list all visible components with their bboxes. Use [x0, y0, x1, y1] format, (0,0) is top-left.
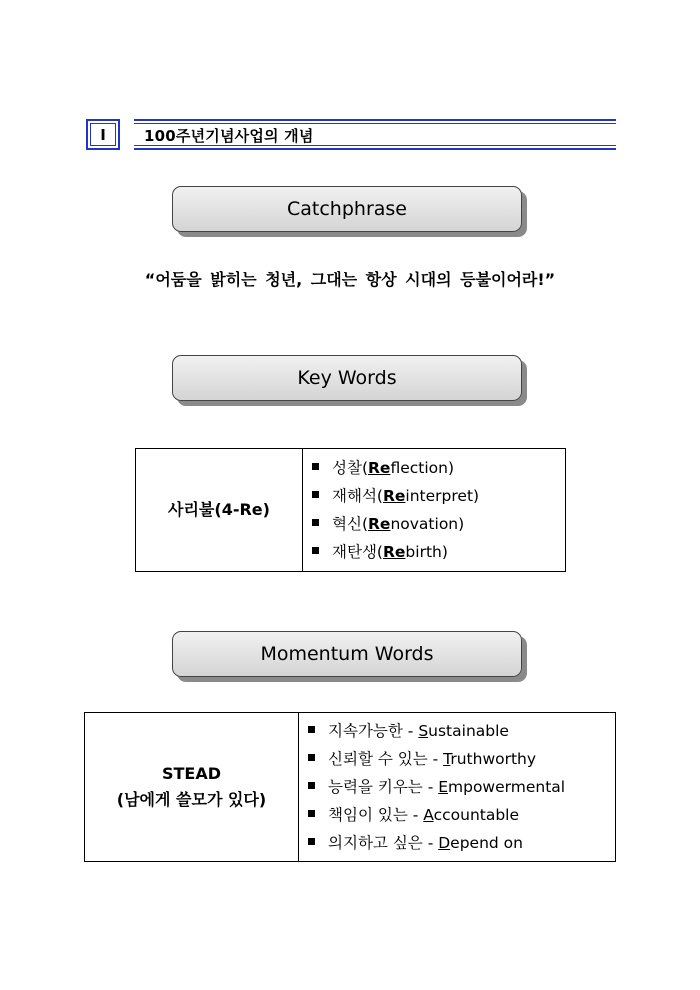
key-words-label: 사리불(4-Re)	[168, 500, 270, 519]
list-item: 재해석(Reinterpret)	[312, 482, 565, 510]
list-item: 지속가능한 - Sustainable	[308, 717, 615, 745]
list-item: 책임이 있는 - Accountable	[308, 801, 615, 829]
bullet-icon	[312, 463, 319, 470]
bullet-icon	[312, 547, 319, 554]
momentum-words-label-cell	[85, 713, 299, 862]
list-item: 의지하고 싶은 - Depend on	[308, 829, 615, 857]
key-words-banner	[172, 355, 522, 401]
momentum-words-sublabel: (남에게 쓸모가 있다)	[116, 790, 267, 809]
bullet-icon	[308, 838, 315, 845]
momentum-words-table	[84, 712, 616, 862]
section-title: 100주년기념사업의 개념	[144, 127, 314, 145]
key-words-label-cell	[136, 449, 303, 572]
list-item: 능력을 키우는 - Empowermental	[308, 773, 615, 801]
list-item: 재탄생(Rebirth)	[312, 538, 565, 566]
bullet-icon	[308, 726, 315, 733]
list-item: 신뢰할 수 있는 - Truthworthy	[308, 745, 615, 773]
catchphrase-quote: “어둠을 밝히는 청년, 그대는 항상 시대의 등불이어라!”	[144, 270, 556, 289]
bullet-icon	[308, 810, 315, 817]
key-words-heading: Key Words	[297, 367, 397, 389]
bullet-icon	[308, 754, 315, 761]
momentum-words-heading: Momentum Words	[260, 643, 434, 665]
section-number-box	[86, 119, 120, 150]
bullet-icon	[312, 491, 319, 498]
section-title-bar	[134, 119, 616, 150]
bullet-icon	[312, 519, 319, 526]
bullet-icon	[308, 782, 315, 789]
momentum-words-list-cell	[299, 713, 616, 862]
momentum-words-banner	[172, 631, 522, 677]
catchphrase-banner	[172, 186, 522, 232]
catchphrase-heading: Catchphrase	[287, 198, 407, 220]
key-words-table	[135, 448, 566, 572]
momentum-words-label: STEAD	[161, 764, 222, 783]
list-item: 혁신(Renovation)	[312, 510, 565, 538]
list-item: 성찰(Reflection)	[312, 454, 565, 482]
section-number: I	[100, 126, 106, 144]
key-words-list-cell	[303, 449, 566, 572]
